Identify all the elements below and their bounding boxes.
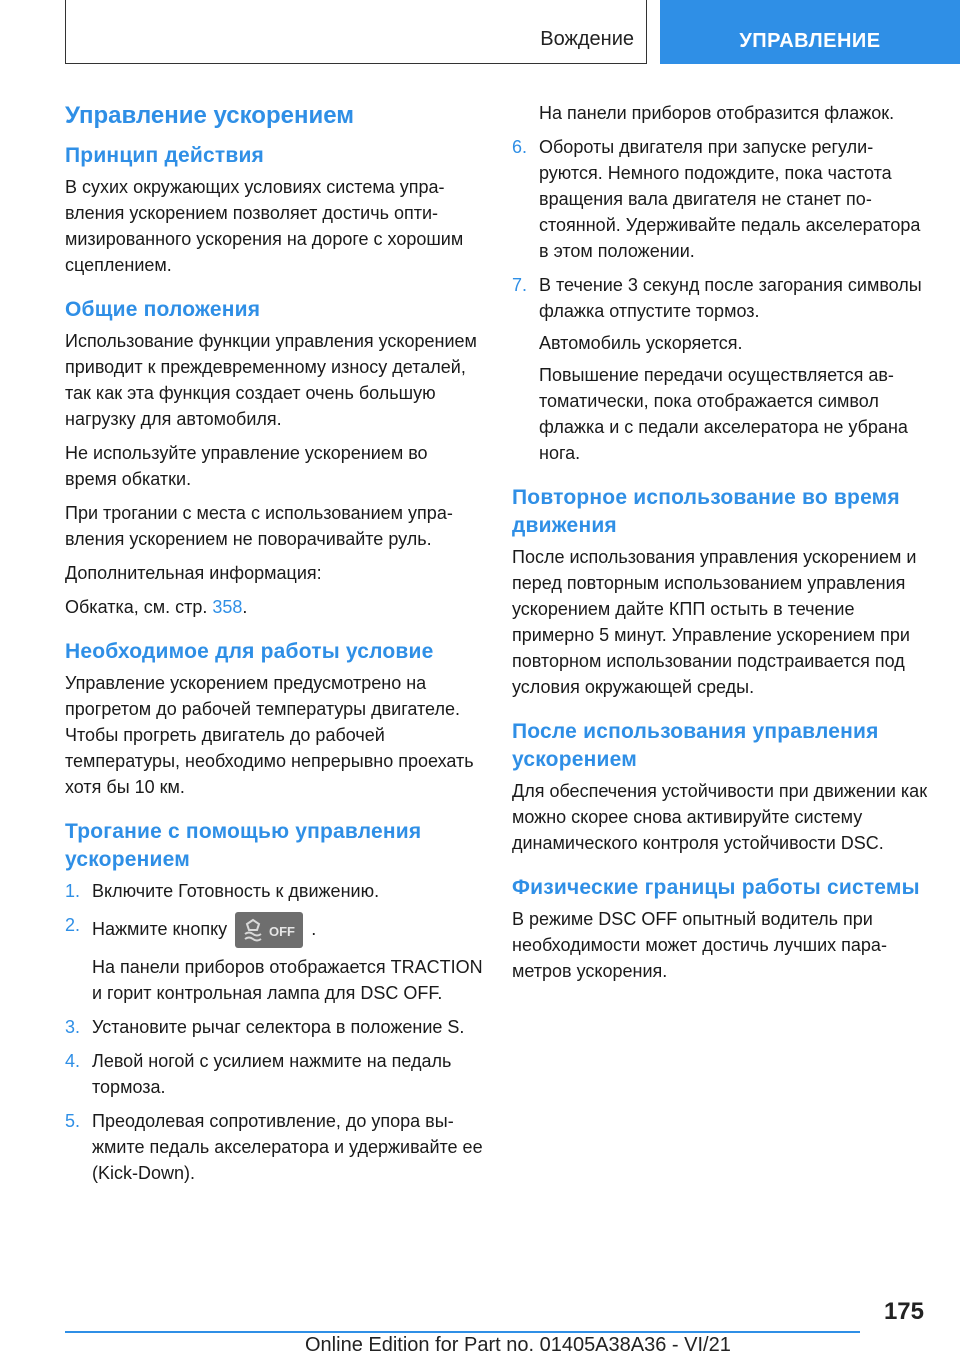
step-subtext: Автомобиль ускоряется.	[539, 333, 743, 353]
list-item	[512, 272, 930, 466]
step-number: 2.	[65, 915, 81, 935]
step-text: Левой ногой с усилием нажмите на педаль тормоза.	[92, 1051, 452, 1097]
paragraph-general-4: Дополнительная информация:	[65, 563, 322, 583]
list-item	[65, 1048, 483, 1100]
paragraph-general-3: При трогании с места с использованием управления ускорением не поворачивайте руль.	[65, 503, 453, 549]
step-text: Установите рычаг селектора в положение S.	[92, 1017, 465, 1037]
heading-start: Трогание с помощью управления ускорением	[65, 820, 422, 871]
paragraph-general-5	[65, 594, 483, 620]
steps-list-right	[512, 134, 930, 466]
step-number: 4.	[65, 1051, 81, 1071]
step-number: 3.	[65, 1017, 81, 1037]
list-item	[65, 1108, 483, 1186]
steps-list-left	[65, 878, 483, 1186]
step-number: 7.	[512, 275, 528, 295]
page-title: Управление ускорением	[65, 102, 354, 129]
paragraph-repeat: После использования управления ускорением и перед повторным использованием управления ускорением дайте КПП остыть в течение примерно 5 минут. Управление ускорением при повторном использовании подстраивается под условия окружающей среды.	[512, 547, 917, 697]
paragraph-limits: В режиме DSC OFF опытный водитель при необходимости может достичь лучших параметров ускорения.	[512, 909, 887, 981]
heading-repeat: Повторное использование во время движения	[512, 486, 900, 537]
list-item	[65, 878, 483, 904]
paragraph-principle: В сухих окружающих условиях система управления ускорением позволяет достичь оптимизированного ускорения на дороге с хорошим сцеплением.	[65, 177, 464, 275]
step-text-button	[92, 912, 483, 948]
heading-condition: Необходимое для работы условие	[65, 640, 434, 663]
heading-principle: Принцип действия	[65, 144, 265, 167]
list-item	[65, 1014, 483, 1040]
right-column	[512, 100, 930, 992]
footer-divider	[65, 1331, 860, 1333]
ref-text: Обкатка, см. стр.	[65, 597, 213, 617]
page-link[interactable]: 358	[212, 597, 243, 617]
paragraph-condition: Управление ускорением предусмотрено на прогретом до рабочей температуры двигателе. Чтобы прогреть двигатель до рабочей температуры, необходимо непрерывно проехать хотя бы 10 км.	[65, 673, 474, 797]
step-text: Включите Готовность к движению.	[92, 881, 380, 901]
step-text: Обороты двигателя при запуске регулируются. Немного подождите, пока частота вращения вала двигателя не станет постоянной. Удерживайте педаль акселератора в этом положении.	[539, 137, 921, 261]
button-label: OFF	[269, 924, 296, 939]
heading-after: После использования управления ускорением	[512, 720, 879, 771]
step-text: В течение 3 секунд после загорания символы флажка отпустите тормоз.	[539, 275, 922, 321]
step-number: 6.	[512, 137, 528, 157]
paragraph-after: Для обеспечения устойчивости при движении как можно скорее снова активируйте систему динамического контроля устойчивости DSC.	[512, 781, 928, 853]
page-number: 175	[883, 1298, 924, 1325]
ref-end: .	[242, 597, 248, 617]
list-item	[512, 134, 930, 264]
section-title: Вождение	[540, 28, 634, 50]
chapter-tab[interactable]	[660, 0, 960, 64]
step-subtext: На панели приборов отображается TRACTION и горит контрольная лампа для DSC OFF.	[92, 957, 483, 1003]
footer-edition: Online Edition for Part no. 01405A38A36 - VI/21	[305, 1334, 731, 1356]
heading-limits: Физические границы работы системы	[512, 876, 920, 899]
left-column	[65, 100, 483, 1194]
step-number: 5.	[65, 1111, 81, 1131]
step-continuation: На панели приборов отобразится флажок.	[539, 103, 895, 123]
dsc-off-button-icon	[235, 912, 303, 948]
chapter-tab-label: УПРАВЛЕНИЕ	[739, 29, 881, 52]
paragraph-general-2: Не используйте управление ускорением во время обкатки.	[65, 443, 428, 489]
step-text: Преодолевая сопротивление, до упора выжмите педаль акселератора и удерживайте ее (Kick-Down).	[92, 1111, 483, 1183]
heading-general: Общие положения	[65, 298, 261, 321]
step-text: Нажмите кнопку	[92, 918, 228, 939]
list-item	[65, 912, 483, 1006]
step-number: 1.	[65, 881, 81, 901]
paragraph-general-1: Использование функции управления ускорением приводит к преждевременному износу деталей, так как эта функция создает очень большую нагрузку для автомобиля.	[65, 331, 477, 429]
step-after: .	[311, 918, 317, 939]
step-subtext: Повышение передачи осуществляется автоматически, пока отображается символ флажка и с педали акселератора не убрана нога.	[539, 365, 908, 463]
header-bar	[65, 0, 647, 64]
